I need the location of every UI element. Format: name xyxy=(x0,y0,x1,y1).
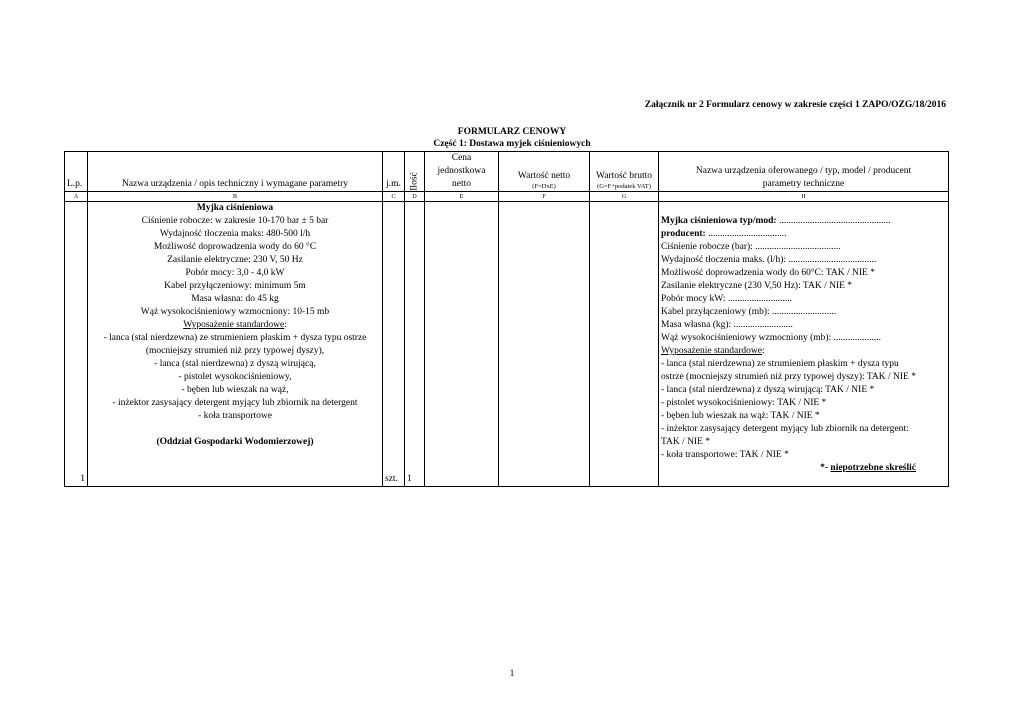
offer-line[interactable]: Wydajność tłoczenia maks. (l/h): ..................................... xyxy=(661,255,877,265)
offer-equipment-line[interactable]: ostrze (mocniejszy strumień niż przy typowej dyszy): TAK / NIE * xyxy=(661,372,916,382)
header-gross-formula: (G=F+podatek VAT) xyxy=(597,183,651,190)
form-subtitle: Część 1: Dostawa myjek ciśnieniowych xyxy=(433,139,591,149)
equipment-line: - lanca (stal nierdzewna) z dyszą wirującą, xyxy=(154,359,316,369)
equipment-line: - pistolet wysokociśnieniowy, xyxy=(178,372,292,382)
department: (Oddział Gospodarki Wodomierzowej) xyxy=(156,437,314,447)
equipment-heading xyxy=(90,319,380,332)
offer-equipment-line[interactable]: - inżektor zasysający detergent myjący lub zbiornik na detergent: xyxy=(661,424,909,434)
item-title: Myjka ciśnieniowa xyxy=(196,203,274,213)
annex-heading: Załącznik nr 2 Formularz cenowy w zakresie części 1 ZAPO/OZG/18/2016 xyxy=(644,100,946,110)
offer-line[interactable]: Możliwość doprowadzenia wody do 60°C: TAK / NIE * xyxy=(661,268,875,278)
equipment-line: - lanca (stal nierdzewna) ze strumieniem płaskim + dysza typu ostrze xyxy=(103,333,367,343)
equipment-heading-text: Wyposażenie standardowe xyxy=(183,320,285,330)
item-row xyxy=(65,202,949,487)
header-gross-value xyxy=(590,152,659,192)
offer-model-dots: ............................................... xyxy=(776,216,891,226)
equipment-line: (mocniejszy strumień niż przy typowej dyszy), xyxy=(145,346,325,356)
letter-d: D xyxy=(405,192,425,202)
offer-equipment-heading xyxy=(661,345,946,358)
desc-line: Wydajność tłoczenia maks: 480-500 l/h xyxy=(159,229,311,239)
row-gross-value[interactable] xyxy=(590,202,659,487)
letter-h: H xyxy=(659,192,949,202)
offer-equipment-line[interactable]: TAK / NIE * xyxy=(661,437,711,447)
desc-line: Pobór mocy: 3,0 - 4,0 kW xyxy=(185,268,285,278)
form-title-block xyxy=(0,126,1024,150)
row-qty: 1 xyxy=(405,202,425,487)
letter-e: E xyxy=(425,192,499,202)
row-lp: 1 xyxy=(65,202,88,487)
row-net-value[interactable] xyxy=(499,202,590,487)
equipment-line: - koła transportowe xyxy=(198,411,272,421)
letter-g: G xyxy=(590,192,659,202)
header-net-value xyxy=(499,152,590,192)
desc-line: Ciśnienie robocze: w zakresie 10-170 bar ± 5 bar xyxy=(141,216,329,226)
equipment-line: - bęben lub wieszak na wąż, xyxy=(181,385,289,395)
offer-line[interactable]: Ciśnienie robocze (bar): .................................... xyxy=(661,242,841,252)
letter-a: A xyxy=(65,192,88,202)
row-jm: szt. xyxy=(383,202,405,487)
offer-footnote-text: niepotrzebne skreślić xyxy=(830,463,916,473)
offer-model-label: Myjka ciśnieniowa typ/mod: xyxy=(661,216,777,226)
offer-line[interactable]: Zasilanie elektryczne (230 V,50 Hz): TAK / NIE * xyxy=(661,281,853,291)
header-row xyxy=(65,152,949,192)
desc-line: Zasilanie elektryczne: 230 V, 50 Hz xyxy=(167,255,303,265)
equipment-heading-colon: : xyxy=(284,320,287,330)
offer-producer[interactable] xyxy=(661,228,946,241)
offer-equipment-heading-text: Wyposażenie standardowe xyxy=(661,346,762,356)
offer-producer-label: producent: xyxy=(661,229,706,239)
offer-producer-dots: ................................. xyxy=(705,229,787,239)
desc-line: Masa własna: do 45 kg xyxy=(191,294,279,304)
header-net-value-label: Wartość netto xyxy=(517,171,571,181)
header-name: Nazwa urządzenia / opis techniczny i wymagane parametry xyxy=(88,152,383,192)
header-qty xyxy=(405,152,425,192)
desc-line: Kabel przyłączeniowy: minimum 5m xyxy=(164,281,306,291)
page-number: 1 xyxy=(509,668,515,678)
header-offer-line1: Nazwa urządzenia oferowanego / typ, model / producent xyxy=(695,166,912,176)
offer-model[interactable] xyxy=(661,215,946,228)
offer-line[interactable]: Wąż wysokociśnieniowy wzmocniony (mb): .................... xyxy=(661,333,882,343)
offer-line[interactable]: Kabel przyłączeniowy (mb): ........................... xyxy=(661,307,837,317)
header-gross-value-label: Wartość brutto xyxy=(596,171,652,181)
header-qty-label: Ilość xyxy=(409,172,419,191)
header-net-formula: (F=DxE) xyxy=(532,183,556,190)
header-jm: j.m. xyxy=(383,152,405,192)
offer-footnote xyxy=(661,462,946,475)
item-description xyxy=(88,202,383,487)
offer-line[interactable]: Masa własna (kg): ......................... xyxy=(661,320,793,330)
price-form-table xyxy=(64,151,949,487)
offer-equipment-line[interactable]: - pistolet wysokociśnieniowy: TAK / NIE * xyxy=(661,398,827,408)
offer-line[interactable]: Pobór mocy kW: ........................... xyxy=(661,294,793,304)
form-title: FORMULARZ CENOWY xyxy=(457,127,567,137)
header-unit-price: Cena jednostkowa netto xyxy=(425,152,499,192)
offer-equipment-heading-colon: : xyxy=(761,346,765,356)
offer-footnote-prefix: *- xyxy=(820,463,831,473)
header-lp: L.p. xyxy=(65,152,88,192)
header-offer xyxy=(659,152,949,192)
desc-line: Możliwość doprowadzenia wody do 60 °C xyxy=(153,242,317,252)
offer-equipment-line[interactable]: - bęben lub wieszak na wąż: TAK / NIE * xyxy=(661,411,820,421)
offer-equipment-line[interactable]: - lanca (stal nierdzewna) ze strumieniem płaskim + dysza typu xyxy=(661,359,899,369)
equipment-line: - inżektor zasysający detergent myjący lub zbiornik na detergent xyxy=(112,398,358,408)
letter-c: C xyxy=(383,192,405,202)
letter-b: B xyxy=(88,192,383,202)
header-offer-line2: parametry techniczne xyxy=(762,179,845,189)
offer-equipment-line[interactable]: - lanca (stal nierdzewna) z dyszą wirującą: TAK / NIE * xyxy=(661,385,875,395)
letter-f: F xyxy=(499,192,590,202)
row-unit-price[interactable] xyxy=(425,202,499,487)
offer-equipment-line[interactable]: - koła transportowe: TAK / NIE * xyxy=(661,450,789,460)
offer-column xyxy=(659,202,949,487)
column-letters-row xyxy=(65,192,949,202)
desc-line: Wąż wysokociśnieniowy wzmocniony: 10-15 mb xyxy=(140,307,330,317)
